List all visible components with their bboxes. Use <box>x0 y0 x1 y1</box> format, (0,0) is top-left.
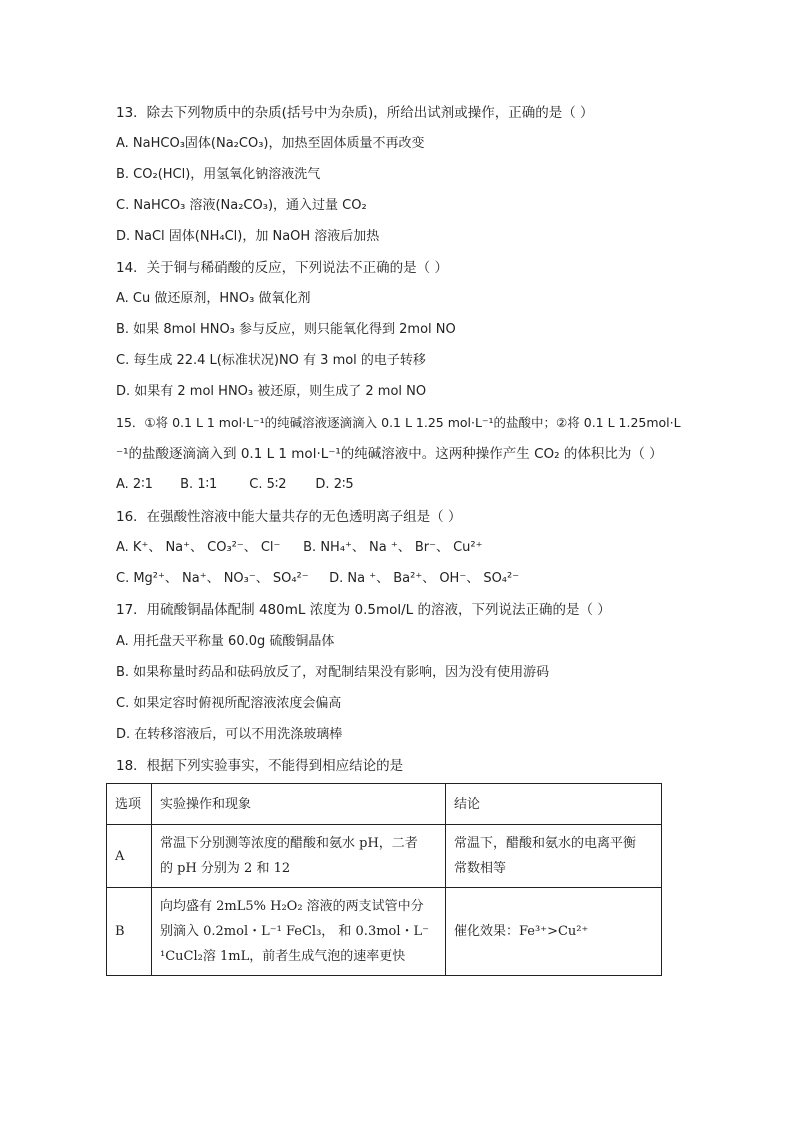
q16-stem: 16．在强酸性溶液中能大量共存的无色透明离子组是（ ） <box>116 509 462 525</box>
q13-stem: 13．除去下列物质中的杂质(括号中为杂质)，所给出试剂或操作，正确的是（ ） <box>116 105 594 121</box>
q13-option-a: A. NaHCO₃固体(Na₂CO₃)，加热至固体质量不再改变 <box>116 136 425 151</box>
row-a-operation-line: 常温下分别测等浓度的醋酸和氨水 pH，二者 <box>160 836 418 851</box>
q15-stem-line2: ⁻¹的盐酸逐滴滴入到 0.1 L 1 mol·L⁻¹的纯碱溶液中。这两种操作产生 CO₂ 的体积比为（ ） <box>116 446 663 462</box>
q17-option-d: D. 在转移溶液后，可以不用洗涤玻璃棒 <box>116 727 343 742</box>
row-a-conclusion-line: 常温下，醋酸和氨水的电离平衡 <box>454 836 637 851</box>
row-a-conclusion <box>446 825 662 888</box>
table-row <box>107 825 662 888</box>
q14-option-b: B. 如果 8mol HNO₃ 参与反应，则只能氧化得到 2mol NO <box>116 322 456 337</box>
row-b-option: B <box>107 888 152 976</box>
q14-option-c: C. 每生成 22.4 L(标准状况)NO 有 3 mol 的电子转移 <box>116 353 426 368</box>
table-header-row <box>107 784 662 825</box>
q17-stem: 17．用硫酸铜晶体配制 480mL 浓度为 0.5mol/L 的溶液，下列说法正确的是（ ） <box>116 602 611 618</box>
q16-option-a: A. K⁺、 Na⁺、 CO₃²⁻、 Cl⁻ <box>116 540 281 555</box>
q15-options <box>116 476 716 494</box>
header-option: 选项 <box>107 784 152 825</box>
q14-option-d: D. 如果有 2 mol HNO₃ 被还原，则生成了 2 mol NO <box>116 384 427 399</box>
row-b-conclusion <box>446 888 662 976</box>
row-b-operation <box>152 888 446 976</box>
q15-stem-line1: 15．①将 0.1 L 1 mol·L⁻¹的纯碱溶液逐滴滴入 0.1 L 1.25 mol·L⁻¹的盐酸中；②将 0.1 L 1.25mol·L <box>116 415 681 430</box>
q16-option-c: C. Mg²⁺、 Na⁺、 NO₃⁻、 SO₄²⁻ <box>116 571 309 586</box>
q14-option-a: A. Cu 做还原剂，HNO₃ 做氧化剂 <box>116 291 311 306</box>
q15-option-b: B. 1∶1 <box>180 477 218 492</box>
row-b-operation-line: ¹CuCl₂溶 1mL，前者生成气泡的速率更快 <box>160 949 406 964</box>
q14-stem: 14．关于铜与稀硝酸的反应，下列说法不正确的是（ ） <box>116 260 448 276</box>
row-b-operation-line: 别滴入 0.2mol・L⁻¹ FeCl₃， 和 0.3mol・L⁻ <box>160 924 430 939</box>
row-b-operation-line: 向均盛有 2mL5% H₂O₂ 溶液的两支试管中分 <box>160 899 424 914</box>
q18-stem: 18．根据下列实验事实，不能得到相应结论的是 <box>116 758 404 774</box>
q15-option-d: D. 2∶5 <box>315 477 354 492</box>
q17-option-b: B. 如果称量时药品和砝码放反了，对配制结果没有影响，因为没有使用游码 <box>116 665 550 680</box>
row-a-operation-line: 的 pH 分别为 2 和 12 <box>160 861 291 876</box>
q16-options-row2 <box>116 570 716 588</box>
row-b-conclusion-line: 催化效果：Fe³⁺>Cu²⁺ <box>454 924 589 939</box>
q17-option-a: A. 用托盘天平称量 60.0g 硫酸铜晶体 <box>116 634 335 649</box>
row-a-option: A <box>107 825 152 888</box>
table-row <box>107 888 662 976</box>
q15-option-c: C. 5∶2 <box>249 477 287 492</box>
q16-option-d: D. Na ⁺、 Ba²⁺、 OH⁻、 SO₄²⁻ <box>329 571 520 586</box>
header-operation: 实验操作和现象 <box>152 784 446 825</box>
header-conclusion: 结论 <box>446 784 662 825</box>
q13-option-c: C. NaHCO₃ 溶液(Na₂CO₃)，通入过量 CO₂ <box>116 198 367 213</box>
q16-options-row1 <box>116 539 716 557</box>
row-a-conclusion-line: 常数相等 <box>454 861 507 876</box>
row-a-operation <box>152 825 446 888</box>
q13-option-b: B. CO₂(HCl)，用氢氧化钠溶液洗气 <box>116 167 321 182</box>
q17-option-c: C. 如果定容时俯视所配溶液浓度会偏高 <box>116 696 342 711</box>
q15-option-a: A. 2∶1 <box>116 477 153 492</box>
q13-option-d: D. NaCl 固体(NH₄Cl)，加 NaOH 溶液后加热 <box>116 229 380 244</box>
q16-option-b: B. NH₄⁺、 Na ⁺、 Br⁻、 Cu²⁺ <box>303 540 483 555</box>
experiment-table <box>106 783 662 976</box>
